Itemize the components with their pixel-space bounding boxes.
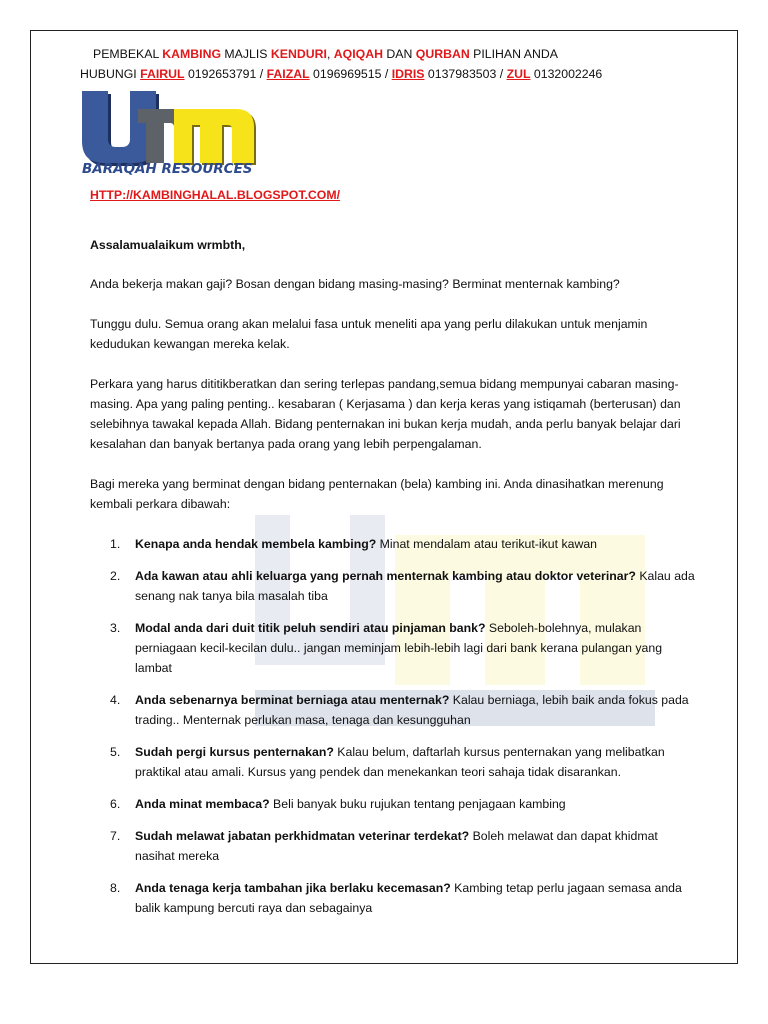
list-number: 2. [110,569,121,583]
list-item [110,794,700,814]
contact-name-zul: ZUL [506,67,531,81]
list-item [110,742,700,782]
blog-link[interactable]: HTTP://KAMBINGHALAL.BLOGSPOT.COM/ [90,188,341,202]
list-answer: Boleh melawat dan dapat khidmat nasihat mereka [135,829,658,863]
paragraph-wait: Tunggu dulu. Semua orang akan melalui fasa untuk meneliti apa yang perlu dilakukan untuk menjamin kedudukan kewangan mereka kelak. [90,317,648,351]
list-number: 3. [110,621,121,635]
list-item [110,534,700,554]
list-number: 5. [110,745,121,759]
list-item [110,690,700,730]
greeting: Assalamualaikum wrmbth, [90,238,246,252]
list-question: Modal anda dari duit titik peluh sendiri atau pinjaman bank? [135,621,486,635]
highlight-aqiqah: AQIQAH [333,47,383,61]
list-number: 7. [110,829,121,843]
contact-name-faizal: FAIZAL [266,67,310,81]
contact-name-idris: IDRIS [391,67,425,81]
list-answer: Kalau berniaga, lebih baik anda fokus pada trading.. Menternak perlukan masa, tenaga dan kesungguhan [135,693,689,727]
list-question: Anda minat membaca? [135,797,270,811]
highlight-kambing: KAMBING [162,47,222,61]
list-question: Sudah pergi kursus penternakan? [135,745,334,759]
list-answer: Beli banyak buku rujukan tentang penjagaan kambing [269,797,566,811]
header-text: PILIHAN ANDA [469,47,558,61]
list-number: 6. [110,797,121,811]
paragraph-intro: Anda bekerja makan gaji? Bosan dengan bidang masing-masing? Berminat menternak kambing? [90,277,620,291]
contact-phone: 0196969515 / [309,67,392,81]
list-item [110,826,700,866]
contact-phone: 0137983503 / [424,67,507,81]
contact-header [60,64,700,84]
list-answer: Seboleh-bolehnya, mulakan perniagaan kecil-kecilan dulu.. jangan meminjam lebih-lebih lagi dari bank kerana pulangan yang lambat [135,621,663,675]
contact-phone: 0132002246 [530,67,603,81]
paragraph-important: Perkara yang harus dititikberatkan dan sering terlepas pandang,semua bidang mempunyai cabaran masing-masing. Apa yang paling penting.. kesabaran ( Kerjasama ) dan kerja keras yang istiqamah (berterusan) dan selebihnya tawakal kepada Allah. Bidang penternakan ini bukan kerja mudah, anda perlu banyak belajar dari kesalahan dan banyak bertanya pada orang yang lebih perpengalaman. [90,377,681,451]
company-logo [78,87,258,175]
list-question: Anda tenaga kerja tambahan jika berlaku kecemasan? [135,881,451,895]
list-question: Anda sebenarnya berminat berniaga atau menternak? [135,693,450,707]
contact-text: HUBUNGI [80,67,141,81]
header-text: PEMBEKAL [93,47,163,61]
header-text: MAJLIS [221,47,271,61]
list-question: Kenapa anda hendak membela kambing? [135,537,377,551]
logo-company-text: BARAQAH RESOURCES [82,161,253,175]
paragraph-advice: Bagi mereka yang berminat dengan bidang penternakan (bela) kambing ini. Anda dinasihatkan merenung kembali perkara dibawah: [90,477,664,511]
header-text: DAN [382,47,416,61]
question-list [110,534,700,918]
header-text: , [326,47,334,61]
list-answer: Kalau ada senang nak tanya bila masalah tiba [135,569,695,603]
list-answer: Kalau belum, daftarlah kursus penternakan yang melibatkan praktikal atau amali. Kursus yang pendek dan menekankan teori sahaja tidak disarankan. [135,745,665,779]
list-item [110,878,700,918]
list-answer: Kambing tetap perlu jagaan semasa anda balik kampung bercuti raya dan sebagainya [135,881,682,915]
highlight-kenduri: KENDURI [270,47,327,61]
list-number: 8. [110,881,121,895]
list-item [110,618,700,678]
list-question: Ada kawan atau ahli keluarga yang pernah menternak kambing atau doktor veterinar? [135,569,636,583]
supplier-header [60,44,700,64]
list-item [110,566,700,606]
contact-phone: 0192653791 / [184,67,267,81]
list-number: 4. [110,693,121,707]
highlight-qurban: QURBAN [415,47,470,61]
contact-name-fairul: FAIRUL [140,67,185,81]
list-question: Sudah melawat jabatan perkhidmatan veterinar terdekat? [135,829,470,843]
list-answer: Minat mendalam atau terikut-ikut kawan [376,537,597,551]
list-number: 1. [110,537,121,551]
